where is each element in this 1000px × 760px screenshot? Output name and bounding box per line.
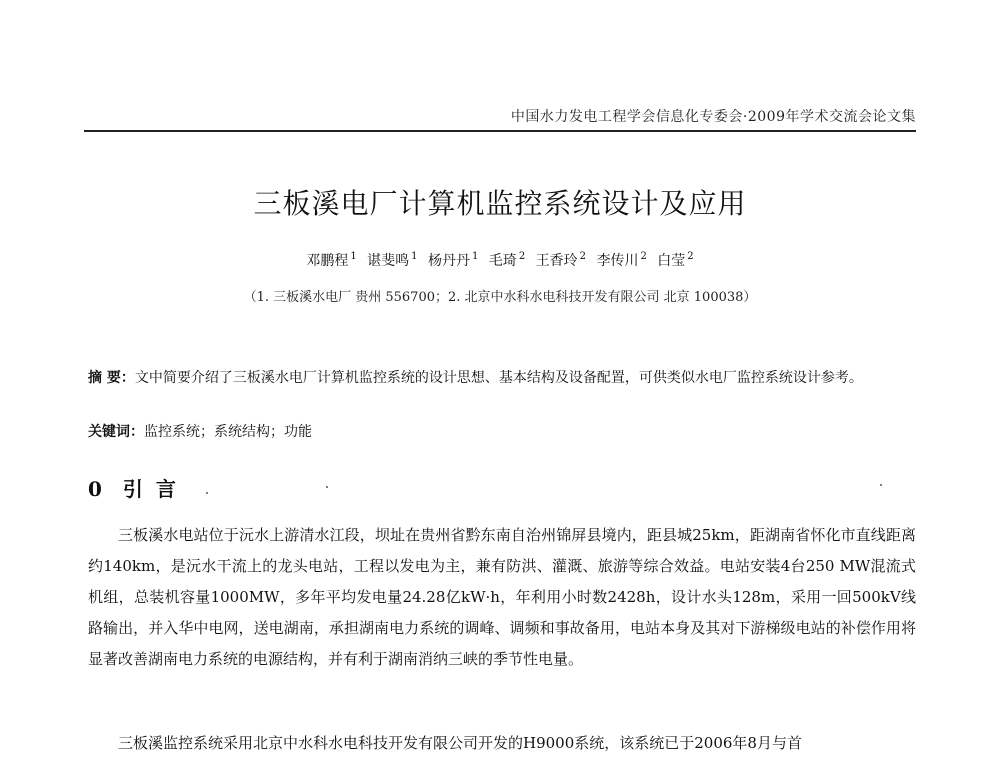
author-affiliation-mark: 2 — [687, 251, 694, 263]
keywords-label: 关键词： — [88, 424, 144, 440]
author-affiliation-mark: 1 — [411, 251, 418, 263]
author-name: 白莹 — [657, 253, 686, 269]
author — [428, 250, 478, 270]
author-affiliation-mark: 1 — [471, 251, 479, 263]
author-name: 杨丹丹 — [427, 253, 470, 269]
author-affiliation-mark: 2 — [640, 251, 647, 263]
author — [489, 250, 525, 270]
running-header: 中国水力发电工程学会信息化专委会·2009年学术交流会论文集 — [510, 109, 916, 125]
author-affiliation-mark: 2 — [579, 251, 587, 263]
header-rule — [84, 130, 916, 132]
body-paragraph: 三板溪水电站位于沅水上游清水江段，坝址在贵州省黔东南自治州锦屏县境内，距县城25km，距湖南省怀化市直线距离约140km，是沅水干流上的龙头电站，工程以发电为主，兼有防洪、灌溉、旅游等综合效益。电站安装4台250 MW混流式机组，总装机容量1000MW，多年平均发电量24.28亿kW·h，年利用小时数2428h，设计水头128m，采用一回500kV线路输出，并入华中电网，送电湖南，承担湖南电力系统的调峰、调频和事故备用，电站本身及其对下游梯级电站的补偿作用将显著改善湖南电力系统的电源结构，并有利于湖南消纳三峡的季节性电量。 — [88, 526, 916, 668]
abstract — [88, 368, 916, 388]
abstract-label: 摘 要： — [88, 370, 135, 386]
scan-speck — [206, 492, 208, 494]
author-affiliation-mark: 1 — [350, 251, 357, 263]
scan-speck — [326, 486, 328, 488]
keywords-text: 监控系统；系统结构；功能 — [144, 424, 312, 440]
author-name: 谌斐鸣 — [367, 253, 410, 269]
authors-line — [0, 250, 1000, 270]
author — [536, 250, 586, 270]
paper-title: 三板溪电厂计算机监控系统设计及应用 — [253, 187, 747, 220]
author-name: 毛琦 — [488, 253, 517, 269]
author-affiliation-mark: 2 — [518, 251, 526, 263]
affiliation-line: （1. 三板溪水电厂 贵州 556700；2. 北京中水科水电科技开发有限公司 北京 100038） — [243, 290, 757, 305]
author — [306, 250, 356, 270]
section-title: 引 言 — [122, 477, 179, 501]
abstract-text: 文中简要介绍了三板溪水电厂计算机监控系统的设计思想、基本结构及设备配置，可供类似水电厂监控系统设计参考。 — [134, 370, 863, 386]
keywords — [88, 422, 916, 442]
body-paragraph: 三板溪监控系统采用北京中水科水电科技开发有限公司开发的H9000系统，该系统已于2006年8月与首 — [118, 734, 802, 752]
section-number: 0 — [88, 477, 105, 501]
author — [657, 250, 693, 270]
scan-speck — [880, 484, 882, 486]
author-name: 李传川 — [596, 253, 639, 269]
section-heading — [88, 473, 179, 502]
author — [596, 250, 646, 270]
author-name: 王香玲 — [535, 253, 578, 269]
author-name: 邓鹏程 — [306, 253, 349, 269]
author — [367, 250, 417, 270]
